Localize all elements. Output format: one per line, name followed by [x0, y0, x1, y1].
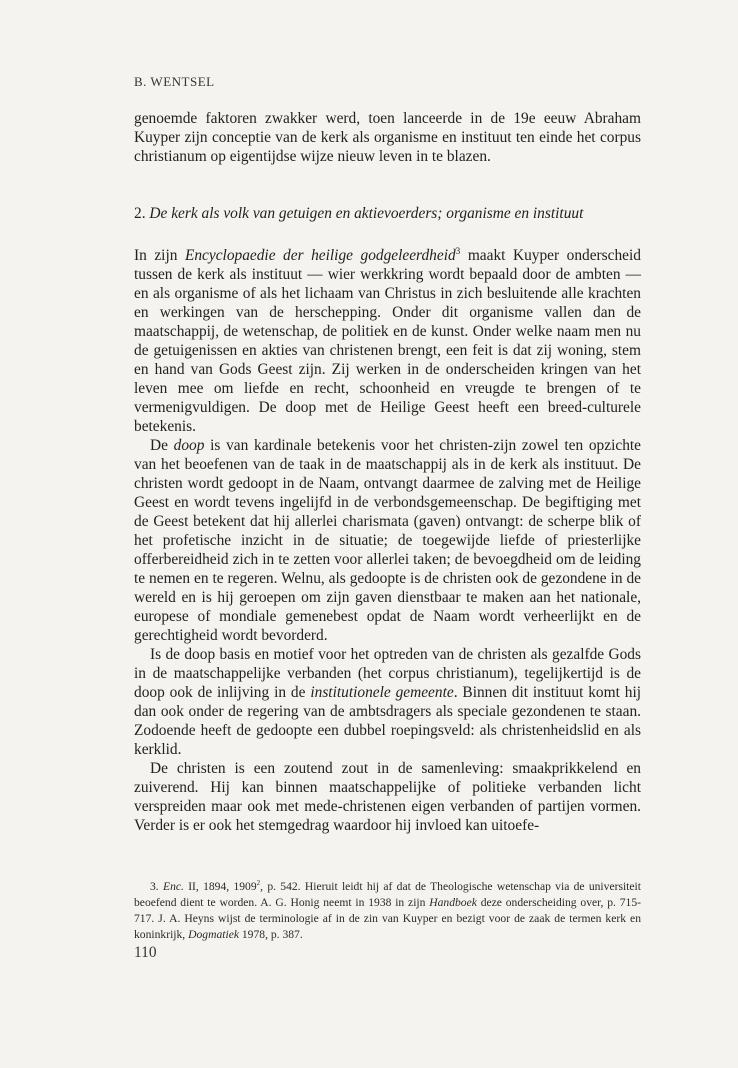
institutionele-gemeente-emphasis: institutionele gemeente	[310, 684, 454, 701]
footnote-part-4: 1978, p. 387.	[238, 928, 303, 941]
footnote-part-2: , p. 542. Hieruit leidt hij af dat de Theologische wetenschap via de universiteit beoefend dient te worden. A. G. Honig neemt in 1938 in zijn	[134, 880, 641, 909]
paragraph-1-text: maakt Kuyper onderscheid tussen de kerk als instituut — wier werkkring wordt bepaald door de ambten — en als organisme of als het lichaam van Christus in zich besluitende alle krachten en werkingen van de herschepping. Onder dit organisme vallen dan de maatschappij, de wetenschap, de politiek en de kunst. Onder welke naam men nu de getuigenissen en akties van christenen brengt, een feit is dat zij woning, stem en hand van Gods Geest zijn. Zij werken in de onderscheiden kringen van het leven mee om liefde en recht, schoonheid en vreugde te brengen of te vermenigvuldigen. De doop met de Heilige Geest heeft een breed-culturele betekenis.	[134, 247, 641, 435]
paragraph-1-lead: In zijn	[134, 247, 185, 264]
running-head: B. WENTSEL	[134, 74, 215, 89]
dogmatiek-title: Dogmatiek	[188, 928, 239, 941]
paragraph-2-lead: De	[150, 437, 174, 454]
intro-text: genoemde faktoren zwakker werd, toen lanceerde in de 19e eeuw Abraham Kuyper zijn conceptie van de kerk als organisme en instituut ten einde het corpus christianum op eigentijdse wijze nieuw leven in te blazen.	[134, 110, 641, 165]
edition-superscript: 2	[256, 879, 261, 888]
paragraph-3-text: . Binnen dit instituut komt hij dan ook onder de regering van de ambtsdragers als speciale gezondenen te staan. Zodoende heeft de gedoopte een dubbel roepingsveld: als christenheidslid en als kerklid.	[134, 684, 641, 758]
paragraph-4: De christen is een zoutend zout in de samenleving: smaakprikkelend en zuiverend. Hij kan binnen maatschappelijke of politieke verbanden licht verspreiden maar ook met mede-christenen eigen verbanden of partijen vormen. Verder is er ook het stemgedrag waardoor hij invloed kan uitoefe-	[134, 760, 641, 834]
body-text	[134, 246, 641, 835]
paragraph-2-text: is van kardinale betekenis voor het christen-zijn zowel ten opzichte van het beoefenen van de taak in de maatschappij als in de kerk als instituut. De christen wordt gedoopt in de Naam, ontvangt daarmee de zalving met de Heilige Geest en wordt tevens ingelijfd in de verbondsgemeenschap. De begiftiging met de Geest betekent dat hij allerlei charismata (gaven) ontvangt: de scherpe blik of het profetische inzicht in de situatie; de toegewijde liefde of priesterlijke offerbereidheid zich in te zetten voor allerlei taken; de bevoegdheid om de leiding te nemen en te regeren. Welnu, als gedoopte is de christen ook de gezondene in de wereld en is hij geroepen om zijn gaven dienstbaar te maken aan het nationale, europese of mondiale gemenebest opdat de Naam wordt verheerlijkt en de gerechtigheid wordt bevorderd.	[134, 437, 641, 644]
paragraph-3	[134, 645, 641, 759]
section-title: De kerk als volk van getuigen en aktievoerders; organisme en instituut	[149, 205, 584, 222]
footnotes	[134, 879, 641, 943]
encyclopaedie-title: Encyclopaedie der heilige godgeleerdheid	[184, 247, 456, 264]
footnote-ref-3: 3	[455, 245, 461, 256]
paragraph-1	[134, 246, 641, 436]
footnote-part-1: II, 1894, 1909	[183, 880, 257, 893]
footnote-number: 3.	[150, 880, 159, 893]
handboek-title: Handboek	[429, 896, 477, 909]
enc-abbrev: Enc.	[162, 880, 184, 893]
paragraph-3-lead: Is de doop basis en motief voor het optreden van de christen als gezalfde Gods in de maatschappelijke verbanden (het corpus christianum), tegelijkertijd is de doop ook de inlijving in de	[134, 646, 641, 701]
paragraph-2	[134, 436, 641, 645]
footnote-part-3: deze onderscheiding over, p. 715-717. J. A. Heyns wijst de terminologie af in de zin van Kuyper en bezigt voor de zaak de termen kerk en koninkrijk,	[134, 896, 641, 941]
section-heading	[134, 204, 654, 223]
page-number: 110	[134, 944, 157, 961]
footnote-3	[134, 879, 641, 943]
doop-emphasis: doop	[173, 437, 205, 454]
intro-paragraph	[134, 109, 641, 166]
section-number: 2.	[134, 205, 146, 222]
